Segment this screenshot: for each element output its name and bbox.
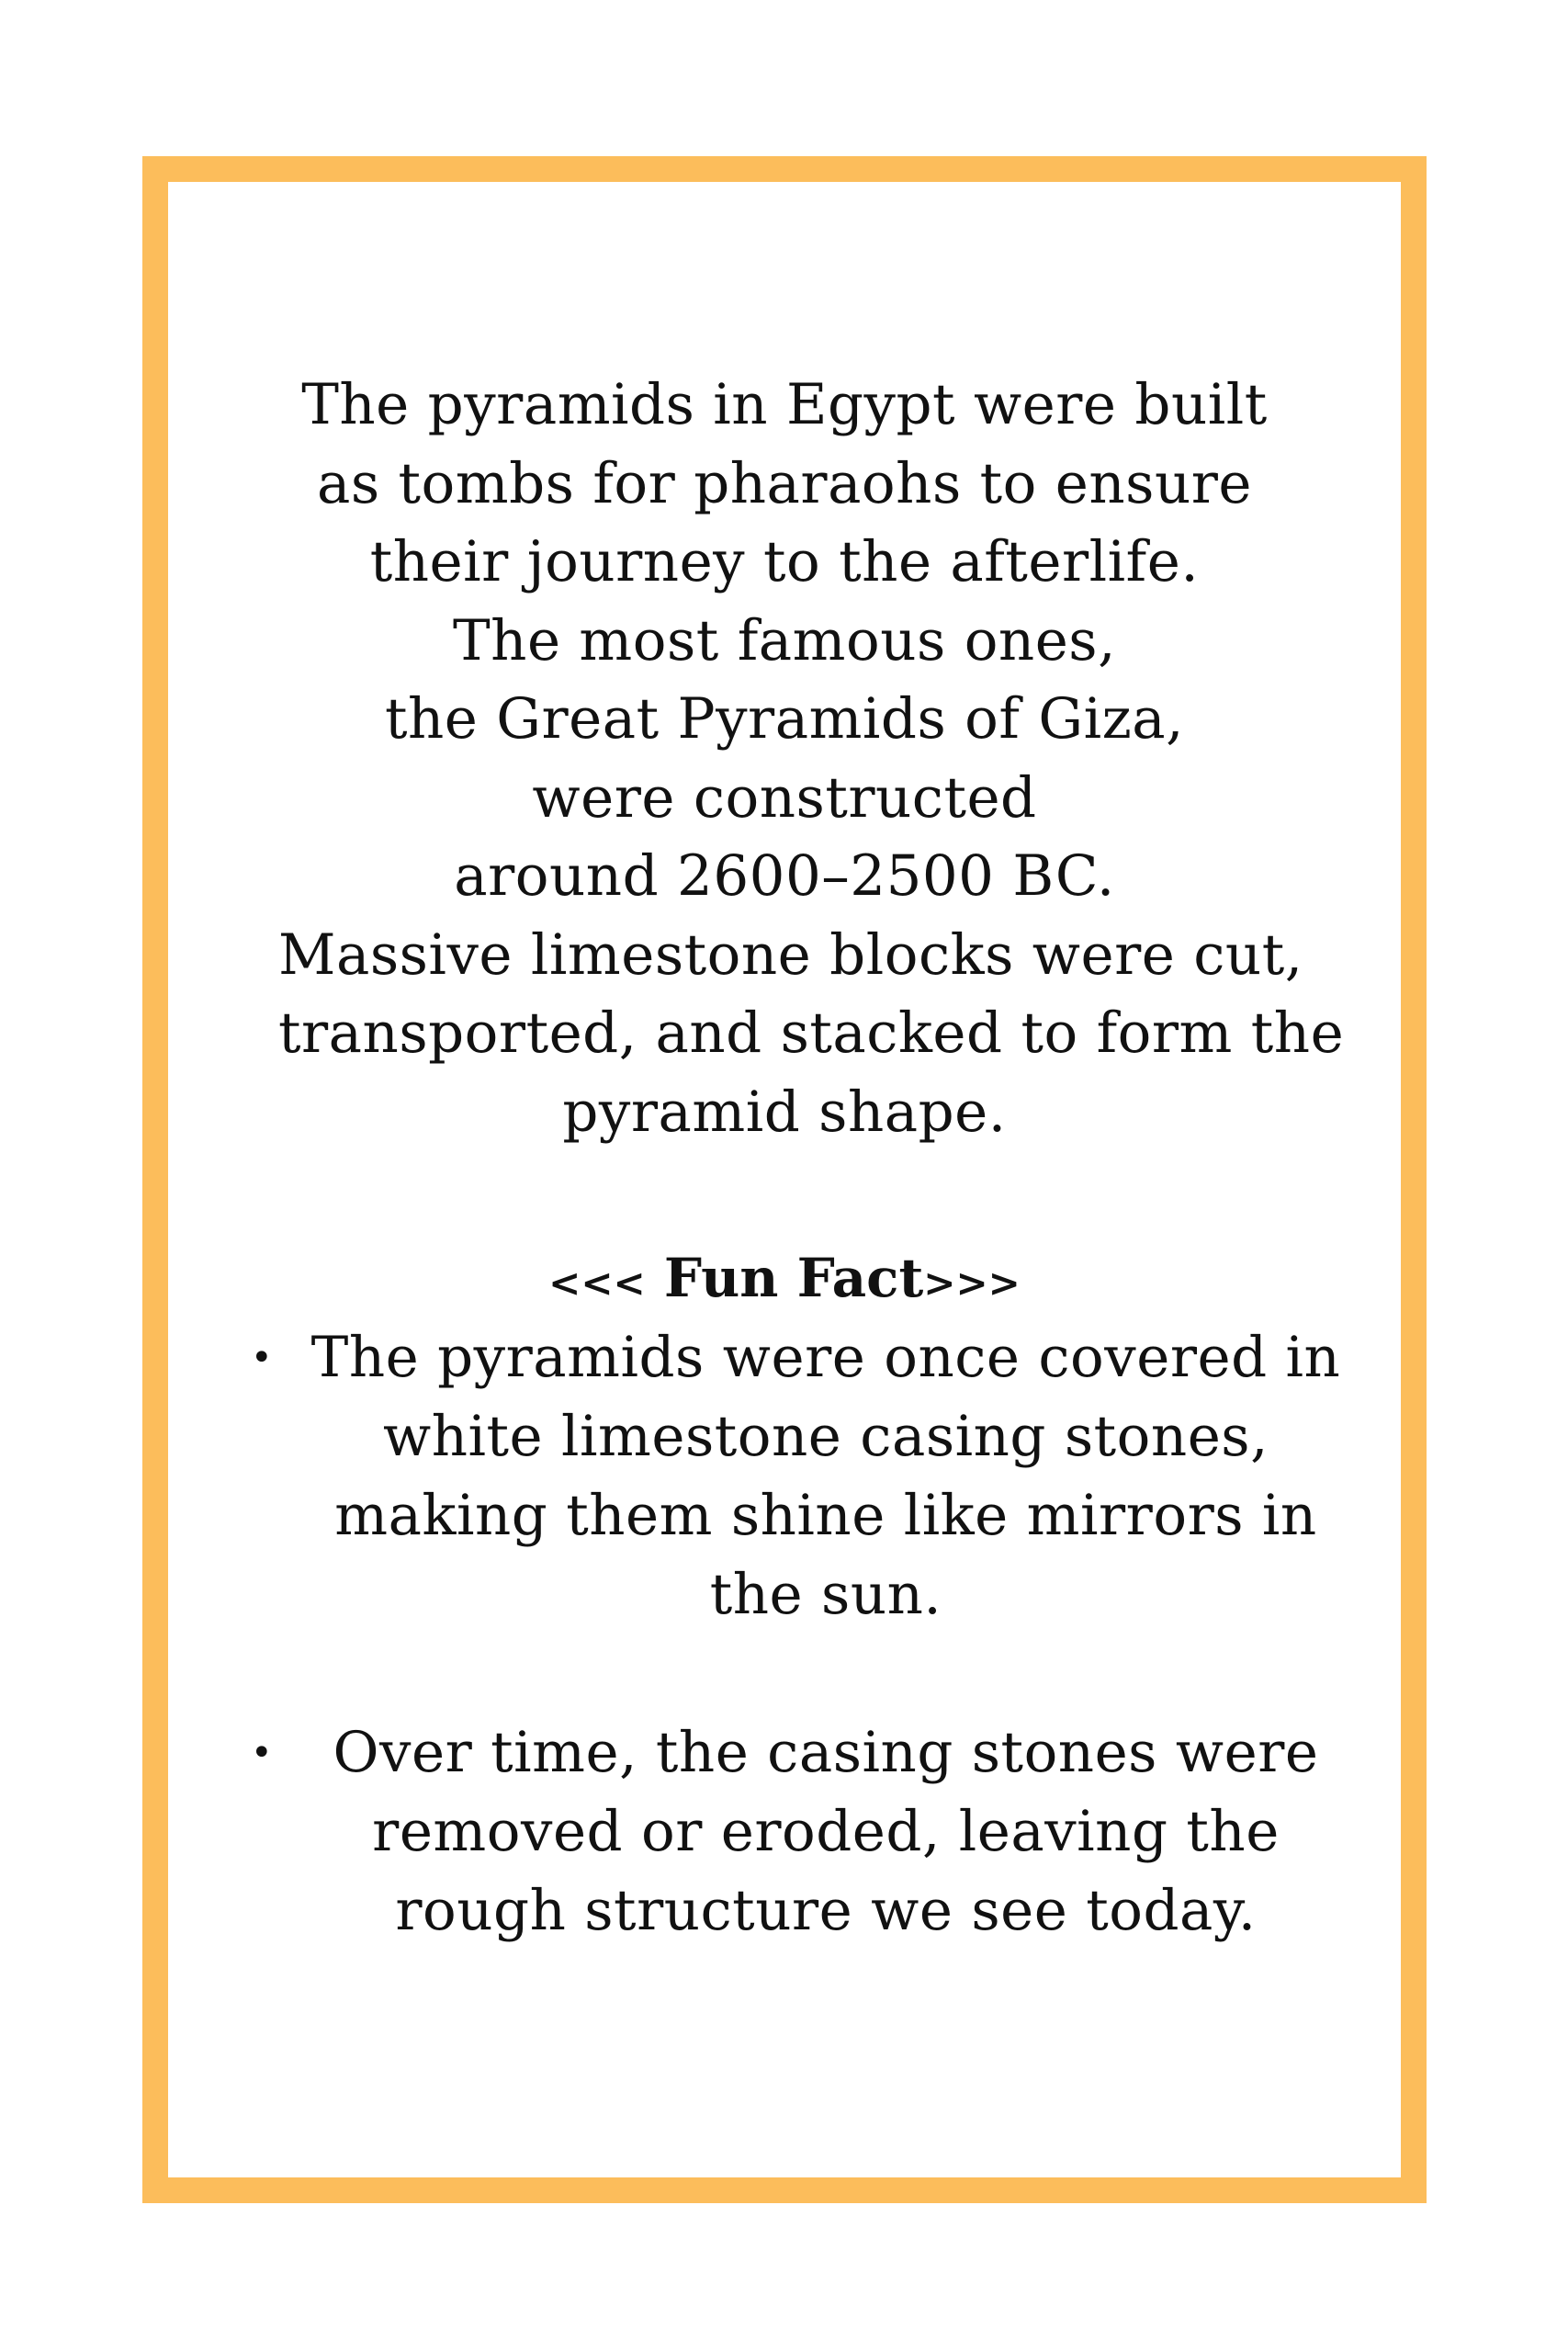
fun-fact-line: The pyramids were once covered in	[310, 1325, 1341, 1390]
fun-fact-item	[251, 1713, 1346, 1951]
fun-fact-line: rough structure we see today.	[395, 1878, 1257, 1943]
fun-fact-line: Over time, the casing stones were	[333, 1720, 1319, 1785]
intro-line: the Great Pyramids of Giza,	[384, 686, 1184, 752]
fun-fact-line: making them shine like mirrors in	[334, 1483, 1317, 1548]
fun-fact-line: removed or eroded, leaving the	[372, 1799, 1280, 1864]
fun-fact-left-arrows: <<<	[548, 1261, 646, 1306]
fun-fact-text	[306, 1318, 1346, 1634]
intro-line: as tombs for pharaohs to ensure	[316, 450, 1253, 516]
fun-fact-title: Fun Fact	[663, 1247, 924, 1309]
intro-line: The pyramids in Egypt were built	[301, 372, 1268, 437]
fun-fact-right-arrows: >>>	[923, 1261, 1021, 1306]
content-frame	[142, 156, 1427, 2203]
fun-fact-item	[251, 1318, 1346, 1634]
intro-line: around 2600–2500 BC.	[454, 843, 1115, 909]
fun-fact-heading	[168, 1238, 1401, 1323]
fun-fact-text	[306, 1713, 1346, 1951]
intro-line: were constructed	[532, 764, 1037, 831]
intro-paragraph	[278, 366, 1345, 1151]
fun-fact-line: the sun.	[709, 1562, 942, 1627]
intro-line: their journey to the afterlife.	[369, 529, 1200, 594]
intro-line: pyramid shape.	[562, 1079, 1007, 1145]
bullet-icon: •	[251, 1732, 274, 1774]
intro-line: transported, and stacked to form the	[278, 1001, 1345, 1066]
bullet-icon: •	[251, 1337, 274, 1379]
intro-line: Massive limestone blocks were cut,	[278, 922, 1303, 988]
intro-line: The most famous ones,	[452, 607, 1117, 673]
fun-fact-line: white limestone casing stones,	[383, 1404, 1269, 1469]
